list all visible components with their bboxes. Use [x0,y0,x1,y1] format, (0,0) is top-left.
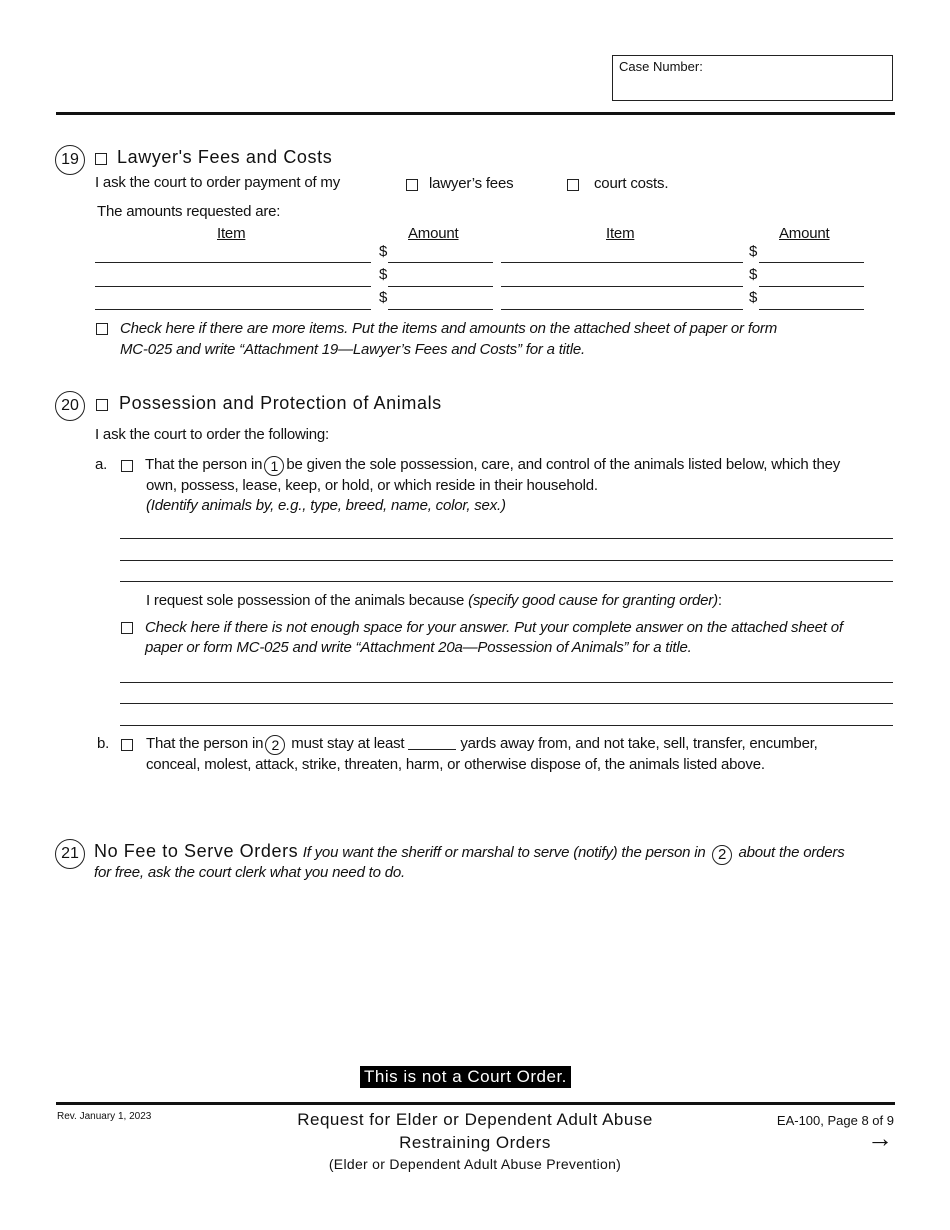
item-field-right-1[interactable] [501,262,743,263]
item-field-left-1[interactable] [95,262,371,263]
amount-field-left-2[interactable] [388,286,493,287]
amount-header-right: Amount [779,225,830,242]
section-19-number: 19 [55,145,85,175]
revision-date: Rev. January 1, 2023 [57,1111,152,1122]
item-b-pre: That the person in [146,735,264,752]
amount-field-left-1[interactable] [388,262,493,263]
reason-colon: : [717,592,722,609]
currency-symbol: $ [379,266,388,283]
amounts-intro: The amounts requested are: [97,203,281,220]
section-21-number: 21 [55,839,85,869]
item-b-mid: must stay at least [291,735,405,752]
section-19-checkbox[interactable] [95,153,107,165]
currency-symbol: $ [749,289,758,306]
item-b-label: b. [97,735,110,752]
not-enough-space-text-2: paper or form MC-025 and write “Attachment 20a—Possession of Animals” for a title. [145,639,692,656]
person-ref-circle: 2 [712,845,732,865]
court-costs-checkbox[interactable] [567,179,579,191]
item-header-left: Item [217,225,246,242]
case-number-box[interactable] [612,55,893,101]
more-items-text-2: MC-025 and write “Attachment 19—Lawyer’s Fees and Costs” for a title. [120,341,586,358]
section-21-title: No Fee to Serve Orders [94,841,299,861]
currency-symbol: $ [379,289,388,306]
footer-title-3: (Elder or Dependent Adult Abuse Prevention) [328,1156,622,1172]
next-page-arrow-icon[interactable]: → [867,1123,893,1153]
item-field-right-3[interactable] [501,309,743,310]
section-20-number: 20 [55,391,85,421]
section-19-title: Lawyer's Fees and Costs [117,147,333,167]
lawyers-fees-label: lawyer’s fees [429,175,514,192]
amount-field-right-2[interactable] [759,286,864,287]
section-19-ask-text: I ask the court to order payment of my [95,174,341,191]
reason-line-3[interactable] [120,725,893,726]
item-a-pre: That the person in [145,456,263,473]
currency-symbol: $ [379,243,388,260]
more-items-checkbox[interactable] [96,323,108,335]
animals-line-3[interactable] [120,581,893,582]
reason-text [146,592,722,609]
yards-field[interactable] [408,735,456,750]
animals-line-1[interactable] [120,538,893,539]
animals-line-2[interactable] [120,560,893,561]
section-20-checkbox[interactable] [96,399,108,411]
header-rule [56,112,895,115]
not-enough-space-text-1: Check here if there is not enough space for your answer. Put your complete answer on the attached sheet of [145,619,843,636]
item-a-label: a. [95,456,108,473]
footer-title-2: Restraining Orders [399,1133,551,1152]
footer-title-1: Request for Elder or Dependent Adult Abuse [297,1110,653,1129]
section-20-title: Possession and Protection of Animals [119,393,442,413]
item-b-checkbox[interactable] [121,739,133,751]
reason-line-2[interactable] [120,703,893,704]
not-enough-space-checkbox[interactable] [121,622,133,634]
item-a-text-1 [145,456,840,476]
section-21-text-2: for free, ask the court clerk what you need to do. [94,864,406,881]
reason-italic: (specify good cause for granting order) [468,592,718,609]
lawyers-fees-checkbox[interactable] [406,179,418,191]
footer-rule [56,1102,895,1105]
item-field-left-3[interactable] [95,309,371,310]
section-20-ask-text: I ask the court to order the following: [95,426,329,443]
case-number-label: Case Number: [619,59,703,74]
item-b-post: yards away from, and not take, sell, transfer, encumber, [460,735,818,752]
section-21-text-1 [94,841,845,865]
item-field-right-2[interactable] [501,286,743,287]
amount-header-left: Amount [408,225,459,242]
section-21-text-pre: If you want the sheriff or marshal to serve (notify) the person in [302,844,706,861]
item-field-left-2[interactable] [95,286,371,287]
amount-field-right-1[interactable] [759,262,864,263]
amount-field-left-3[interactable] [388,309,493,310]
item-b-text-2: conceal, molest, attack, strike, threaten, harm, or otherwise dispose of, the animals listed above. [146,756,765,773]
item-a-text-2: own, possess, lease, keep, or hold, or which reside in their household. [146,477,598,494]
court-costs-label: court costs. [594,175,669,192]
more-items-text-1: Check here if there are more items. Put the items and amounts on the attached sheet of paper or form [120,320,778,337]
item-b-text-1 [146,735,818,755]
amount-field-right-3[interactable] [759,309,864,310]
currency-symbol: $ [749,243,758,260]
form-page-number: EA-100, Page 8 of 9 [776,1113,894,1128]
item-a-post: be given the sole possession, care, and control of the animals listed below, which they [286,456,841,473]
reason-pre: I request sole possession of the animals because [146,592,465,609]
person-ref-circle: 2 [265,735,285,755]
item-header-right: Item [606,225,635,242]
currency-symbol: $ [749,266,758,283]
reason-line-1[interactable] [120,682,893,683]
item-a-checkbox[interactable] [121,460,133,472]
item-a-identify-hint: (Identify animals by, e.g., type, breed, name, color, sex.) [146,497,506,514]
person-ref-circle: 1 [264,456,284,476]
not-court-order-banner: This is not a Court Order. [360,1066,571,1088]
section-21-text-post: about the orders [738,844,845,861]
